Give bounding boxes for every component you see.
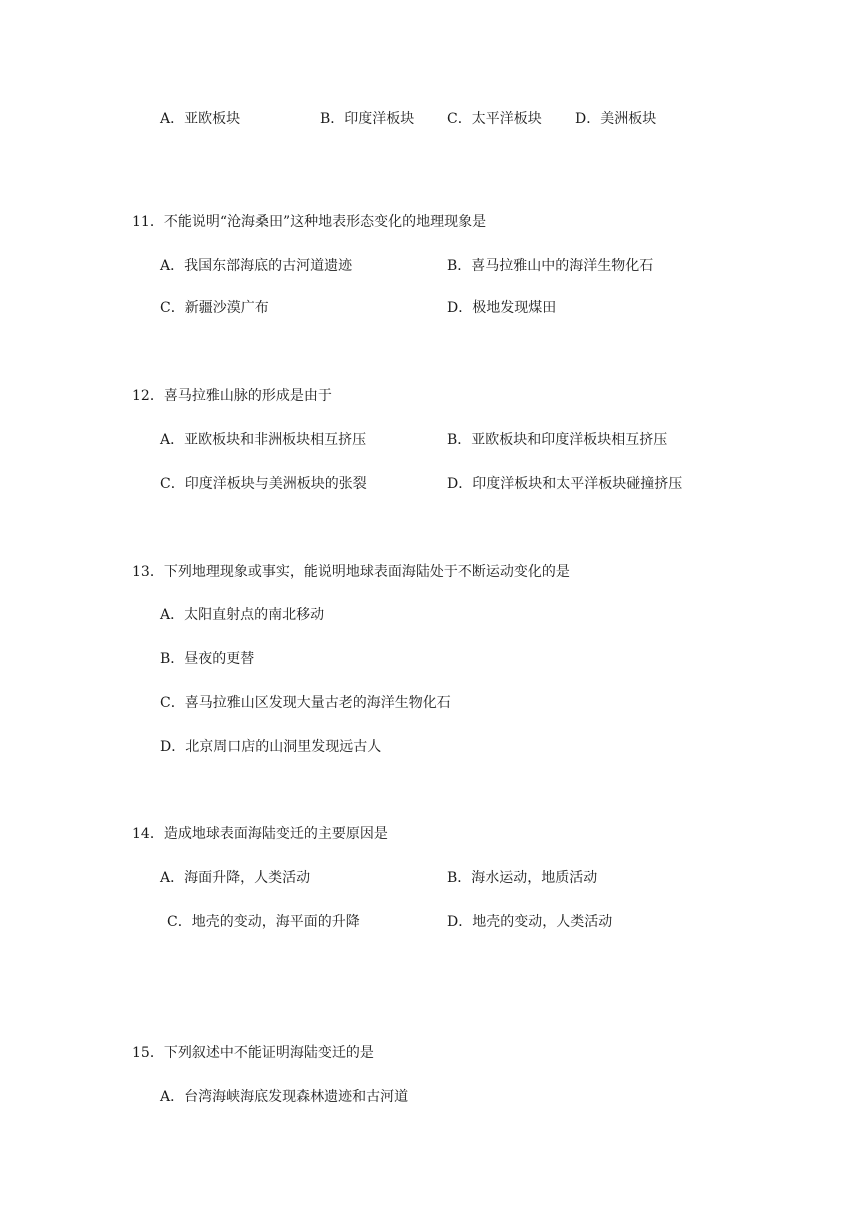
q14-option-b: B．海水运动，地质活动 bbox=[447, 870, 598, 886]
q12-stem: 12．喜马拉雅山脉的形成是由于 bbox=[132, 388, 332, 404]
q15-stem: 15．下列叙述中不能证明海陆变迁的是 bbox=[132, 1045, 374, 1061]
q13-option-b: B．昼夜的更替 bbox=[160, 651, 255, 667]
q14-stem: 14．造成地球表面海陆变迁的主要原因是 bbox=[132, 826, 388, 842]
q11-stem: 11．不能说明“沧海桑田”这种地表形态变化的地理现象是 bbox=[132, 214, 487, 230]
q13-stem: 13．下列地理现象或事实，能说明地球表面海陆处于不断运动变化的是 bbox=[132, 564, 570, 580]
q14-option-a: A．海面升降，人类活动 bbox=[160, 870, 311, 886]
q10-option-b: B．印度洋板块 bbox=[320, 111, 415, 127]
q12-option-b: B．亚欧板块和印度洋板块相互挤压 bbox=[447, 432, 668, 448]
q12-option-d: D．印度洋板块和太平洋板块碰撞挤压 bbox=[447, 476, 683, 492]
q10-option-a: A．亚欧板块 bbox=[160, 111, 241, 127]
q13-option-c: C．喜马拉雅山区发现大量古老的海洋生物化石 bbox=[160, 695, 451, 711]
q11-option-c: C．新疆沙漠广布 bbox=[160, 300, 269, 316]
q12-option-a: A．亚欧板块和非洲板块相互挤压 bbox=[160, 432, 367, 448]
q11-option-a: A．我国东部海底的古河道遗迹 bbox=[160, 258, 353, 274]
q14-option-d: D．地壳的变动，人类活动 bbox=[447, 914, 613, 930]
q10-option-d: D．美洲板块 bbox=[575, 111, 657, 127]
q11-option-d: D．极地发现煤田 bbox=[447, 300, 557, 316]
q13-option-a: A．太阳直射点的南北移动 bbox=[160, 607, 325, 623]
q12-option-c: C．印度洋板块与美洲板块的张裂 bbox=[160, 476, 367, 492]
q15-option-a: A．台湾海峡海底发现森林遗迹和古河道 bbox=[160, 1089, 409, 1105]
q10-option-c: C．太平洋板块 bbox=[447, 111, 542, 127]
q13-option-d: D．北京周口店的山洞里发现远古人 bbox=[160, 739, 382, 755]
q14-option-c: C．地壳的变动，海平面的升降 bbox=[167, 914, 360, 930]
q11-option-b: B．喜马拉雅山中的海洋生物化石 bbox=[447, 258, 654, 274]
